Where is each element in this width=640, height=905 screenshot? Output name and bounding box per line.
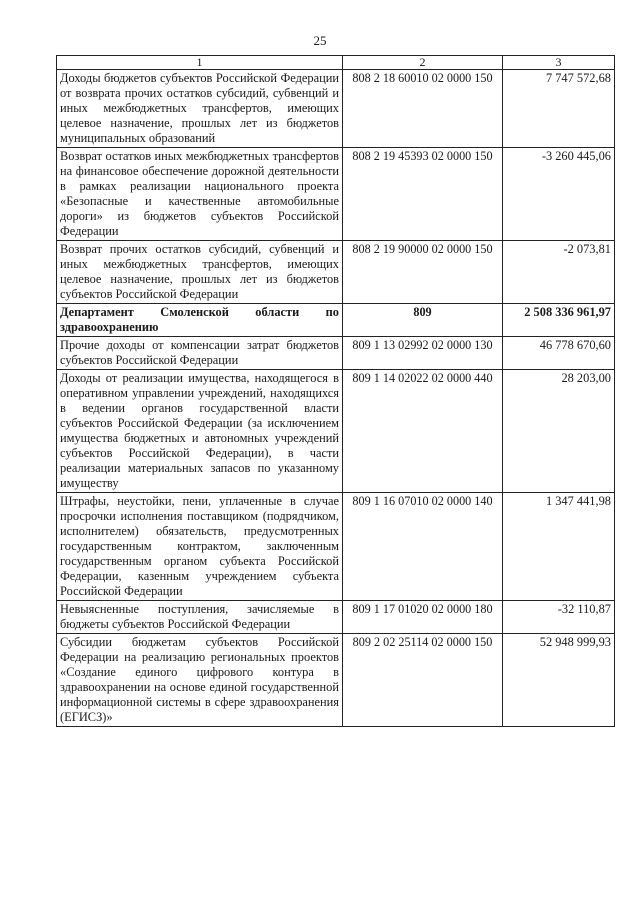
row-code: 808 2 19 90000 02 0000 150 — [343, 241, 503, 304]
row-description: Возврат остатков иных межбюджетных трансфертов на финансовое обеспечение дорожной деятельности в рамках реализации национального проекта «Безопасные и качественные автомобильные дороги» из бюджетов субъектов Российской Федерации — [57, 148, 343, 241]
row-code: 809 1 17 01020 02 0000 180 — [343, 601, 503, 634]
column-header-amount: 3 — [503, 56, 615, 70]
row-description: Доходы от реализации имущества, находящегося в оперативном управлении учреждений, находящихся в ведении органов государственной власти субъектов Российской Федерации (за исключением имущества бюджетных и автономных учреждений субъектов Российской Федерации), в части реализации материальных запасов по указанному имуществу — [57, 370, 343, 493]
row-code: 808 2 19 45393 02 0000 150 — [343, 148, 503, 241]
department-total: 2 508 336 961,97 — [503, 304, 615, 337]
row-description: Возврат прочих остатков субсидий, субвенций и иных межбюджетных трансфертов, имеющих целевое назначение, прошлых лет из бюджетов субъектов Российской Федерации — [57, 241, 343, 304]
column-header-code: 2 — [343, 56, 503, 70]
table-row — [57, 493, 615, 601]
table-row — [57, 634, 615, 727]
row-description: Штрафы, неустойки, пени, уплаченные в случае просрочки исполнения поставщиком (подрядчиком, исполнителем) обязательств, предусмотренных государственным контрактом, заключенным государственным органом субъекта Российской Федерации, казенным учреждением субъекта Российской Федерации — [57, 493, 343, 601]
row-description: Невыясненные поступления, зачисляемые в бюджеты субъектов Российской Федерации — [57, 601, 343, 634]
department-code: 809 — [343, 304, 503, 337]
table-row — [57, 601, 615, 634]
table-row — [57, 148, 615, 241]
table-row — [57, 70, 615, 148]
row-code: 809 1 16 07010 02 0000 140 — [343, 493, 503, 601]
column-header-description: 1 — [57, 56, 343, 70]
row-code: 808 2 18 60010 02 0000 150 — [343, 70, 503, 148]
row-amount: 46 778 670,60 — [503, 337, 615, 370]
row-amount: -32 110,87 — [503, 601, 615, 634]
row-amount: -3 260 445,06 — [503, 148, 615, 241]
table-row — [57, 241, 615, 304]
table-row — [57, 370, 615, 493]
row-amount: 28 203,00 — [503, 370, 615, 493]
row-description: Доходы бюджетов субъектов Российской Федерации от возврата прочих остатков субсидий, субвенций и иных межбюджетных трансфертов, имеющих целевое назначение, прошлых лет из бюджетов муниципальных образований — [57, 70, 343, 148]
row-amount: 7 747 572,68 — [503, 70, 615, 148]
page-number: 25 — [313, 33, 327, 48]
row-code: 809 1 14 02022 02 0000 440 — [343, 370, 503, 493]
row-amount: -2 073,81 — [503, 241, 615, 304]
row-description: Субсидии бюджетам субъектов Российской Федерации на реализацию региональных проектов «Создание единого цифрового контура в здравоохранении на основе единой государственной информационной системы в сфере здравоохранения (ЕГИСЗ)» — [57, 634, 343, 727]
row-code: 809 2 02 25114 02 0000 150 — [343, 634, 503, 727]
table-row — [57, 337, 615, 370]
department-row — [57, 304, 615, 337]
budget-revenue-table — [56, 55, 615, 727]
row-amount: 52 948 999,93 — [503, 634, 615, 727]
row-description: Прочие доходы от компенсации затрат бюджетов субъектов Российской Федерации — [57, 337, 343, 370]
row-code: 809 1 13 02992 02 0000 130 — [343, 337, 503, 370]
row-amount: 1 347 441,98 — [503, 493, 615, 601]
table-header-row — [57, 56, 615, 70]
department-name: Департамент Смоленской области по здравоохранению — [57, 304, 343, 337]
